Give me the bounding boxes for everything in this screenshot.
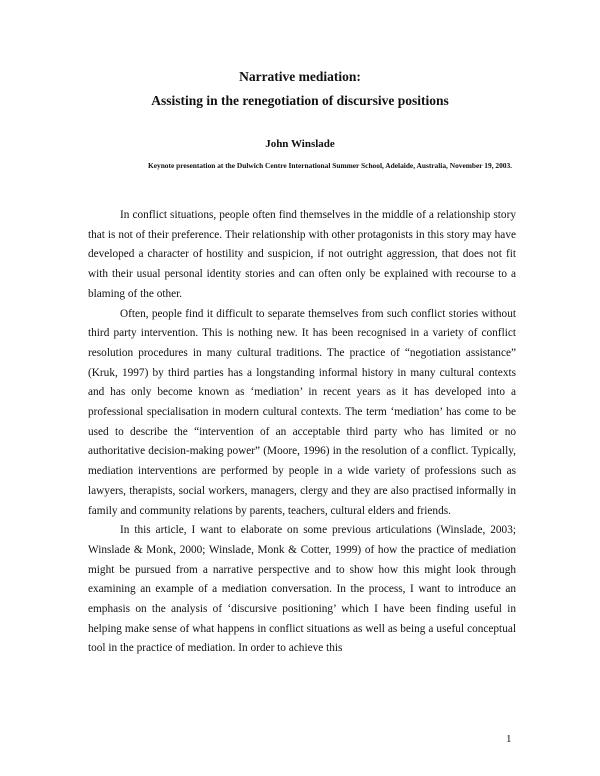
page-number: 1 xyxy=(506,733,512,745)
keynote-note: Keynote presentation at the Dulwich Centre International Summer School, Adelaide, Australia, November 19, 2003. xyxy=(147,161,513,170)
paragraph-3: In this article, I want to elaborate on some previous articulations (Winslade, 2003; Winslade & Monk, 2000; Winslade, Monk & Cotter, 1999) of how the practice of mediation might be pursued from a narrative perspective and to show how this might look through examining an example of a mediation conversation. In the process, I want to introduce an emphasis on the analysis of ‘discursive positioning’ which I have been finding useful in helping make sense of what happens in conflict situations as well as being a useful conceptual tool in the practice of mediation. In order to achieve this xyxy=(88,524,516,655)
author-name: John Winslade xyxy=(265,138,335,150)
paragraph-1: In conflict situations, people often find themselves in the middle of a relationship story that is not of their preference. Their relationship with other protagonists in this story may have developed a character of hostility and suspicion, if not outright aggression, that does not fit with their usual personal identity stories and can often only be explained with recourse to a blaming of the other. xyxy=(88,209,516,300)
paragraph-2: Often, people find it difficult to separate themselves from such conflict stories without third party intervention. This is nothing new. It has been recognised in a variety of conflict resolution procedures in many cultural traditions. The practice of “negotiation assistance” (Kruk, 1997) by third parties has a longstanding informal history in many cultural contexts and has only become known as ‘mediation’ in recent years as it has developed into a professional specialisation in modern cultural contexts. The term ‘mediation’ has come to be used to describe the “intervention of an acceptable third party who has limited or no authoritative decision-making power” (Moore, 1996) in the resolution of a conflict. Typically, mediation interventions are performed by people in a wide variety of professions such as lawyers, therapists, social workers, managers, clergy and they are also practised informally in family and community relations by parents, teachers, cultural elders and friends. xyxy=(88,307,516,517)
body-text xyxy=(88,206,516,659)
paper-subtitle: Assisting in the renegotiation of discursive positions xyxy=(151,93,449,108)
paper-title: Narrative mediation: xyxy=(239,69,361,84)
